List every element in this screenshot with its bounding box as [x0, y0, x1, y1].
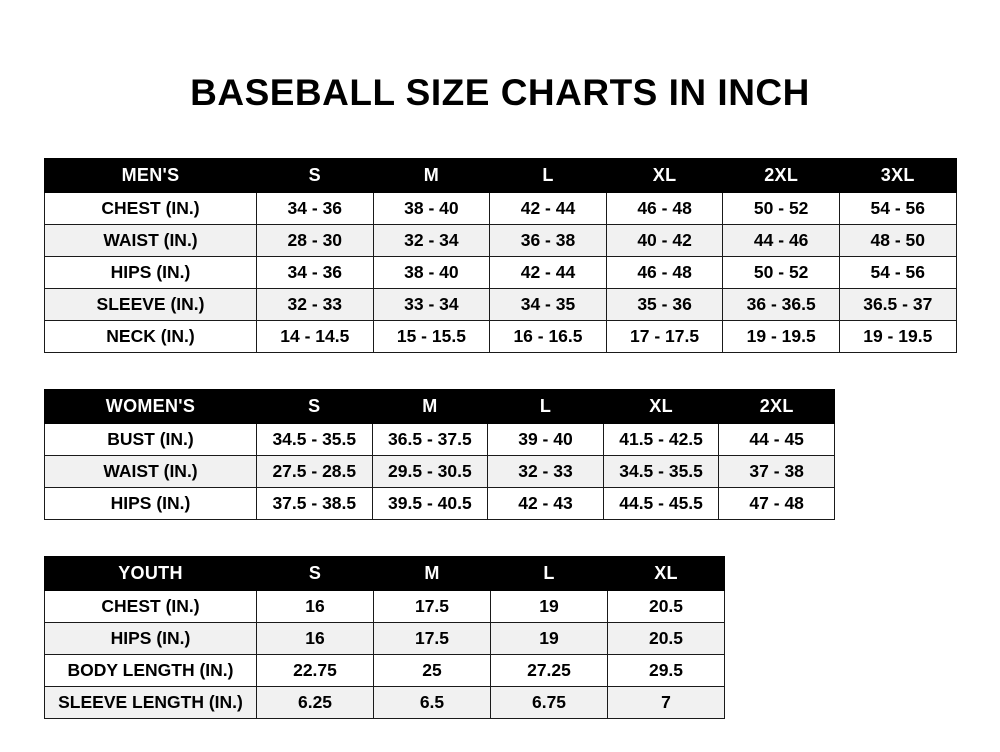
table-header-row [45, 557, 725, 591]
table-cell: 34 - 36 [257, 193, 374, 225]
column-header: MEN'S [45, 159, 257, 193]
table-cell: 41.5 - 42.5 [603, 424, 719, 456]
row-label: CHEST (IN.) [45, 591, 257, 623]
column-header: XL [608, 557, 725, 591]
table-row [45, 687, 725, 719]
table-cell: 27.5 - 28.5 [257, 456, 373, 488]
table-cell: 40 - 42 [606, 225, 723, 257]
table-row [45, 321, 957, 353]
table-cell: 46 - 48 [606, 193, 723, 225]
column-header: YOUTH [45, 557, 257, 591]
womens-size-table [44, 389, 835, 520]
table-row [45, 424, 835, 456]
table-cell: 54 - 56 [839, 193, 956, 225]
row-label: BODY LENGTH (IN.) [45, 655, 257, 687]
column-header: S [257, 390, 373, 424]
table-cell: 44 - 45 [719, 424, 835, 456]
table-cell: 39 - 40 [488, 424, 604, 456]
table-cell: 29.5 - 30.5 [372, 456, 488, 488]
table-cell: 50 - 52 [723, 193, 840, 225]
table-cell: 47 - 48 [719, 488, 835, 520]
page-title: BASEBALL SIZE CHARTS IN INCH [190, 72, 810, 113]
table-cell: 19 [491, 623, 608, 655]
table-cell: 38 - 40 [373, 257, 490, 289]
table-cell: 44 - 46 [723, 225, 840, 257]
row-label: BUST (IN.) [45, 424, 257, 456]
row-label: CHEST (IN.) [45, 193, 257, 225]
table-row [45, 456, 835, 488]
table-cell: 16 [257, 623, 374, 655]
table-cell: 27.25 [491, 655, 608, 687]
row-label: HIPS (IN.) [45, 488, 257, 520]
table-cell: 6.75 [491, 687, 608, 719]
table-cell: 36 - 36.5 [723, 289, 840, 321]
row-label: WAIST (IN.) [45, 456, 257, 488]
table-cell: 7 [608, 687, 725, 719]
column-header: WOMEN'S [45, 390, 257, 424]
table-row [45, 193, 957, 225]
table-cell: 48 - 50 [839, 225, 956, 257]
table-cell: 19 - 19.5 [839, 321, 956, 353]
table-cell: 15 - 15.5 [373, 321, 490, 353]
youth-size-table [44, 556, 725, 719]
table-cell: 46 - 48 [606, 257, 723, 289]
table-cell: 39.5 - 40.5 [372, 488, 488, 520]
table-cell: 54 - 56 [839, 257, 956, 289]
table-cell: 29.5 [608, 655, 725, 687]
table-cell: 36.5 - 37.5 [372, 424, 488, 456]
column-header: XL [603, 390, 719, 424]
table-cell: 34 - 36 [257, 257, 374, 289]
table-cell: 32 - 33 [488, 456, 604, 488]
column-header: M [372, 390, 488, 424]
row-label: HIPS (IN.) [45, 257, 257, 289]
column-header: S [257, 159, 374, 193]
table-row [45, 488, 835, 520]
column-header: L [488, 390, 604, 424]
table-row [45, 289, 957, 321]
column-header: 2XL [723, 159, 840, 193]
row-label: NECK (IN.) [45, 321, 257, 353]
table-cell: 19 [491, 591, 608, 623]
column-header: XL [606, 159, 723, 193]
table-cell: 34 - 35 [490, 289, 607, 321]
column-header: L [491, 557, 608, 591]
table-cell: 14 - 14.5 [257, 321, 374, 353]
column-header: M [373, 159, 490, 193]
mens-size-table [44, 158, 957, 353]
table-row [45, 257, 957, 289]
column-header: M [374, 557, 491, 591]
table-cell: 19 - 19.5 [723, 321, 840, 353]
row-label: WAIST (IN.) [45, 225, 257, 257]
column-header: 3XL [839, 159, 956, 193]
table-cell: 36.5 - 37 [839, 289, 956, 321]
table-cell: 32 - 33 [257, 289, 374, 321]
table-cell: 28 - 30 [257, 225, 374, 257]
table-cell: 34.5 - 35.5 [257, 424, 373, 456]
tables-container [0, 158, 1000, 719]
table-row [45, 225, 957, 257]
table-row [45, 655, 725, 687]
table-cell: 44.5 - 45.5 [603, 488, 719, 520]
table-cell: 17.5 [374, 623, 491, 655]
table-cell: 37.5 - 38.5 [257, 488, 373, 520]
row-label: SLEEVE LENGTH (IN.) [45, 687, 257, 719]
table-cell: 25 [374, 655, 491, 687]
row-label: HIPS (IN.) [45, 623, 257, 655]
row-label: SLEEVE (IN.) [45, 289, 257, 321]
table-spacer [44, 520, 956, 556]
table-cell: 20.5 [608, 623, 725, 655]
table-header-row [45, 390, 835, 424]
column-header: 2XL [719, 390, 835, 424]
table-cell: 42 - 44 [490, 193, 607, 225]
table-spacer [44, 353, 956, 389]
table-cell: 22.75 [257, 655, 374, 687]
table-cell: 16 [257, 591, 374, 623]
table-cell: 34.5 - 35.5 [603, 456, 719, 488]
table-cell: 36 - 38 [490, 225, 607, 257]
table-cell: 6.25 [257, 687, 374, 719]
table-header-row [45, 159, 957, 193]
table-cell: 20.5 [608, 591, 725, 623]
table-cell: 50 - 52 [723, 257, 840, 289]
table-cell: 6.5 [374, 687, 491, 719]
table-cell: 42 - 43 [488, 488, 604, 520]
table-cell: 35 - 36 [606, 289, 723, 321]
table-cell: 16 - 16.5 [490, 321, 607, 353]
table-cell: 32 - 34 [373, 225, 490, 257]
table-cell: 37 - 38 [719, 456, 835, 488]
table-cell: 17.5 [374, 591, 491, 623]
column-header: L [490, 159, 607, 193]
table-cell: 33 - 34 [373, 289, 490, 321]
column-header: S [257, 557, 374, 591]
table-row [45, 591, 725, 623]
table-cell: 38 - 40 [373, 193, 490, 225]
table-row [45, 623, 725, 655]
table-cell: 17 - 17.5 [606, 321, 723, 353]
table-cell: 42 - 44 [490, 257, 607, 289]
